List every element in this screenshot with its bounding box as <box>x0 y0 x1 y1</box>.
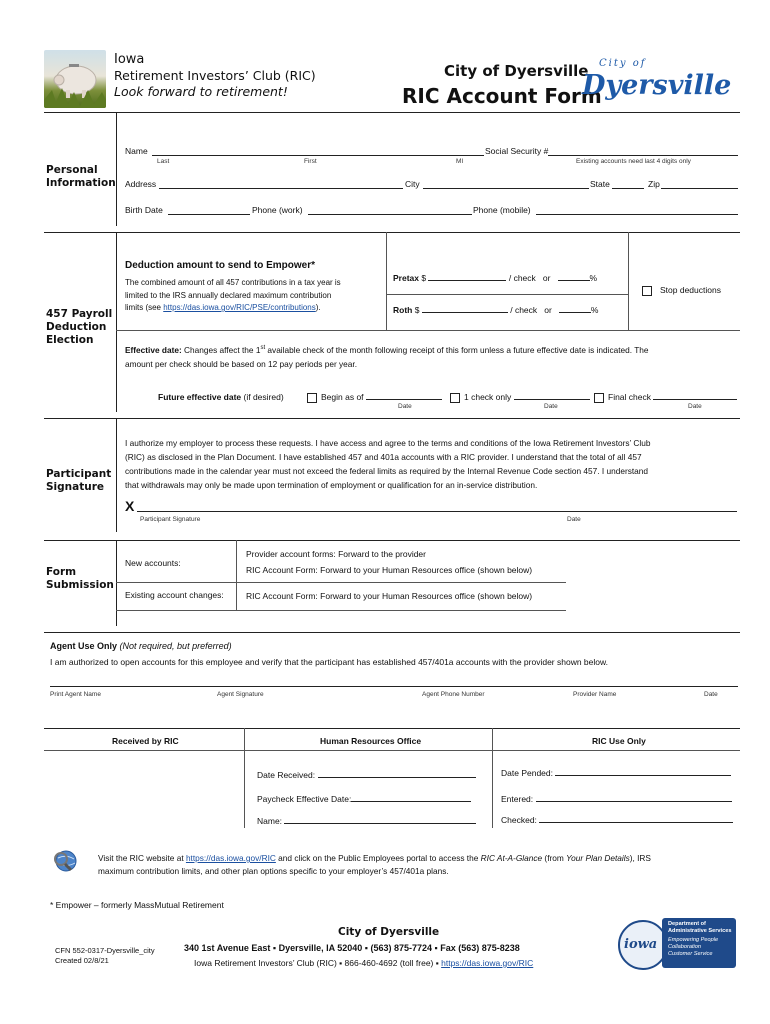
ssn-note: Existing accounts need last 4 digits only <box>576 158 691 165</box>
received-header: Received by RIC <box>112 736 179 746</box>
pretax-percent-field[interactable] <box>558 270 590 281</box>
address-label: Address <box>125 179 157 189</box>
entered-field[interactable] <box>536 791 732 802</box>
final-check-date-field[interactable] <box>653 389 737 400</box>
one-check-date-field[interactable] <box>514 389 590 400</box>
date-sub-1: Date <box>398 403 412 410</box>
new-accounts-label: New accounts: <box>125 558 181 568</box>
hr-name-field[interactable] <box>284 813 476 824</box>
footer-city: City of Dyersville <box>338 926 440 938</box>
final-check: Final check <box>594 389 737 403</box>
phone-work-label: Phone (work) <box>252 205 303 215</box>
checked: Checked: <box>501 812 733 825</box>
hr-name: Name: <box>257 813 476 826</box>
iowa-seal-icon <box>618 920 668 970</box>
paycheck-effective-field[interactable] <box>351 791 471 802</box>
city-field[interactable] <box>423 178 589 189</box>
signature-line[interactable] <box>137 510 737 512</box>
one-check-checkbox[interactable] <box>450 393 460 403</box>
sub-first: First <box>304 158 317 165</box>
pretax-amount-field[interactable] <box>428 270 506 281</box>
ric-website-link[interactable]: https://das.iowa.gov/RIC <box>185 853 276 863</box>
date-sub-2: Date <box>544 403 558 410</box>
zip-label: Zip <box>648 179 660 189</box>
visit-text: Visit the RIC website at https://das.iowa.gov/RIC and click on the Public Employees portal to access the RIC At-A-Glance (from Your Plan Details), IRS maximum contribution limits, and other plan options specific to your employer’s 457/401a plans. <box>98 853 651 876</box>
begin-as-of-checkbox[interactable] <box>307 393 317 403</box>
new-accounts-line-1: Provider account forms: Forward to the provider <box>246 549 426 559</box>
section-personal: Personal Information <box>46 164 116 189</box>
iowa-word: iowa <box>624 937 658 952</box>
header-rule <box>44 112 740 113</box>
ssn-field[interactable] <box>548 145 738 156</box>
stop-deductions-checkbox[interactable] <box>642 286 652 296</box>
agent-statement: I am authorized to open accounts for this employee and verify that the participant has established 457/401a accounts with the provider shown below. <box>50 657 609 667</box>
final-check-checkbox[interactable] <box>594 393 604 403</box>
name-label: Name <box>125 146 148 156</box>
ssn-label: Social Security # <box>485 146 549 156</box>
piggy-bank-image <box>44 50 106 108</box>
org-line-2: Retirement Investors’ Club (RIC) <box>114 68 316 83</box>
date-received-field[interactable] <box>318 767 476 778</box>
agent-col-3: Provider Name <box>573 691 617 698</box>
date-sub-3: Date <box>688 403 702 410</box>
org-tagline: Look forward to retirement! <box>114 84 288 99</box>
date-pended: Date Pended: <box>501 765 731 778</box>
checked-field[interactable] <box>539 812 733 823</box>
agent-col-0: Print Agent Name <box>50 691 101 698</box>
footer-address: 340 1st Avenue East ▪ Dyersville, IA 52040 ▪ (563) 875-7724 ▪ Fax (563) 875-8238 <box>184 943 520 953</box>
footer-ric-link[interactable]: https://das.iowa.gov/RIC <box>441 958 534 968</box>
stop-deductions: Stop deductions <box>642 285 721 296</box>
phone-work-field[interactable] <box>308 204 472 215</box>
roth-row: Roth $ / check or % <box>393 302 598 315</box>
contributions-link[interactable]: https://das.iowa.gov/RIC/PSE/contributions <box>163 303 316 312</box>
address-field[interactable] <box>159 178 403 189</box>
deduction-heading: Deduction amount to send to Empower* <box>125 260 316 271</box>
birth-label: Birth Date <box>125 205 163 215</box>
name-field[interactable] <box>152 145 484 156</box>
created: Created 02/8/21 <box>55 956 109 965</box>
agent-col-4: Date <box>704 691 718 698</box>
date-pended-field[interactable] <box>555 765 731 776</box>
one-check-only: 1 check only <box>450 389 590 403</box>
authorization-text: I authorize my employer to process these requests. I have access and agree to the terms and conditions of the Iowa Retirement Investors’ Club (RIC) as disclosed in the Plan Document. I have established 457 and 401a accounts with a RIC provider. I understand that the total of all 457 contributions made in the calendar year must not exceed the federal limits as required by the Internal Revenue Code section 457. I understand that withdrawals may only be made upon termination of employment or qualification for an in-service distribution. <box>125 438 651 490</box>
das-logo <box>618 918 736 970</box>
begin-date-field[interactable] <box>366 389 442 400</box>
form-title: RIC Account Form <box>402 84 602 108</box>
footnote: * Empower – formerly MassMutual Retirement <box>50 900 224 910</box>
signature-x: X <box>125 498 135 514</box>
signature-date-sub: Date <box>567 516 581 523</box>
cfn: CFN 552-0317-Dyersville_city <box>55 946 155 955</box>
section-signature: Participant Signature <box>46 468 112 493</box>
dyersville-logo <box>579 50 744 110</box>
city-title: City of Dyersville <box>444 62 589 80</box>
agent-title: Agent Use Only (Not required, but preferred) <box>50 641 232 651</box>
roth-percent-field[interactable] <box>559 302 591 313</box>
das-box: Department of Administrative Services Empowering People Collaboration Customer Service <box>662 918 736 968</box>
signature-sub: Participant Signature <box>140 516 201 523</box>
logo-city-of: City of <box>599 58 647 69</box>
phone-mobile-field[interactable] <box>536 204 738 215</box>
agent-col-2: Agent Phone Number <box>422 691 485 698</box>
pretax-row: Pretax $ / check or % <box>393 270 597 283</box>
new-accounts-line-2: RIC Account Form: Forward to your Human Resources office (shown below) <box>246 565 533 575</box>
state-label: State <box>590 179 610 189</box>
city-label: City <box>405 179 420 189</box>
existing-label: Existing account changes: <box>125 590 224 600</box>
sub-last: Last <box>157 158 170 165</box>
effective-date-text: Effective date: Changes affect the 1st available check of the month following receipt of this form unless a future effective date is indicated. The amount per check should be based on 12 pay periods per year. <box>125 344 649 369</box>
existing-line: RIC Account Form: Forward to your Human Resources office (shown below) <box>246 591 533 601</box>
phone-mobile-label: Phone (mobile) <box>473 205 531 215</box>
section-submission: Form Submission <box>46 566 114 591</box>
section-divider <box>116 112 117 226</box>
agent-line[interactable] <box>50 686 738 687</box>
hr-header: Human Resources Office <box>320 736 422 746</box>
birth-field[interactable] <box>168 204 250 215</box>
deduction-desc: The combined amount of all 457 contributions in a tax year is limited to the IRS annually declared maximum contribution limits (see https://das.iowa.gov/RIC/PSE/contributions). <box>125 278 341 312</box>
future-date-label: Future effective date (if desired) <box>158 392 284 402</box>
org-line-1: Iowa <box>114 52 145 67</box>
ric-use-header: RIC Use Only <box>592 736 646 746</box>
agent-col-1: Agent Signature <box>217 691 264 698</box>
paycheck-effective: Paycheck Effective Date: <box>257 791 471 804</box>
date-received: Date Received: <box>257 767 476 780</box>
section-payroll: 457 Payroll Deduction Election <box>46 308 113 346</box>
entered: Entered: <box>501 791 732 804</box>
globe-search-icon <box>50 848 84 878</box>
begin-as-of: Begin as of <box>307 389 442 403</box>
zip-field[interactable] <box>661 178 738 189</box>
logo-dyersville: Dyersville <box>582 70 732 101</box>
roth-amount-field[interactable] <box>422 302 508 313</box>
footer-ric: Iowa Retirement Investors’ Club (RIC) ▪ 866-460-4692 (toll free) ▪ https://das.iowa.gov/RIC <box>194 958 534 968</box>
state-field[interactable] <box>612 178 644 189</box>
header <box>44 50 744 120</box>
sub-mi: MI <box>456 158 464 165</box>
